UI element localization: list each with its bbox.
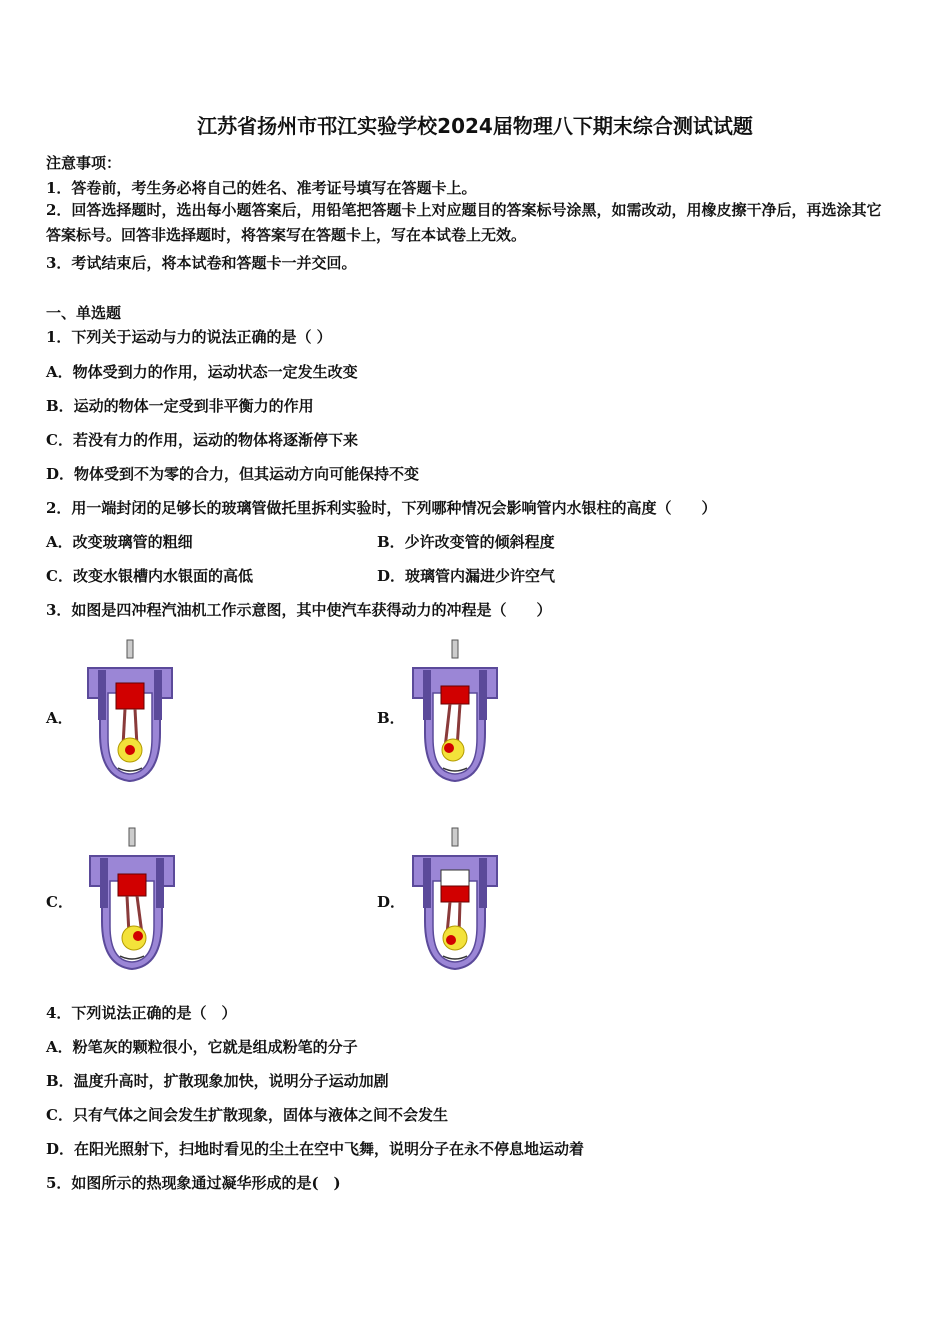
q1-option-d: D．物体受到不为零的合力，但其运动方向可能保持不变 [46, 465, 420, 483]
q1-stem: 1．下列关于运动与力的说法正确的是（ ） [46, 328, 332, 346]
q3-label-d: D． [377, 893, 406, 911]
q5-stem: 5．如图所示的热现象通过凝华形成的是( ) [46, 1174, 341, 1192]
q2-option-a: A．改变玻璃管的粗细 [46, 533, 193, 551]
engine-diagram-a-icon [80, 638, 180, 788]
q3-label-b: B． [377, 709, 405, 727]
q4-option-b: B．温度升高时，扩散现象加快，说明分子运动加剧 [46, 1072, 389, 1090]
q4-option-d: D．在阳光照射下，扫地时看见的尘土在空中飞舞，说明分子在永不停息地运动着 [46, 1140, 585, 1158]
q2-stem: 2．用一端封闭的足够长的玻璃管做托里拆利实验时，下列哪种情况会影响管内水银柱的高度（ ） [46, 499, 717, 517]
q1-option-a: A．物体受到力的作用，运动状态一定发生改变 [46, 363, 358, 381]
q1-option-b: B．运动的物体一定受到非平衡力的作用 [46, 397, 314, 415]
notice-item-2: 2．回答选择题时，选出每小题答案后，用铅笔把答题卡上对应题目的答案标号涂黑，如需改动，用橡皮擦干净后，再选涂其它答案标号。回答非选择题时，将答案写在答题卡上，写在本试卷上无效。 [46, 201, 882, 244]
notice-heading: 注意事项： [46, 154, 122, 172]
engine-diagram-b-icon [405, 638, 505, 788]
q4-option-c: C．只有气体之间会发生扩散现象，固体与液体之间不会发生 [46, 1106, 448, 1124]
q3-label-c: C． [46, 893, 73, 911]
q2-option-d: D．玻璃管内漏进少许空气 [377, 567, 556, 585]
engine-diagram-d-icon [405, 826, 505, 976]
q2-option-c: C．改变水银槽内水银面的高低 [46, 567, 253, 585]
exam-title: 江苏省扬州市邗江实验学校2024届物理八下期末综合测试试题 [197, 114, 753, 138]
q3-stem: 3．如图是四冲程汽油机工作示意图，其中使汽车获得动力的冲程是（ ） [46, 601, 552, 619]
notice-item-1: 1．答卷前，考生务必将自己的姓名、准考证号填写在答题卡上。 [46, 179, 477, 197]
q3-label-a: A． [46, 709, 73, 727]
engine-diagram-c-icon [82, 826, 182, 976]
q1-option-c: C．若没有力的作用，运动的物体将逐渐停下来 [46, 431, 358, 449]
section-heading: 一、单选题 [46, 304, 122, 322]
q4-stem: 4．下列说法正确的是（ ） [46, 1004, 237, 1022]
notice-item-3: 3．考试结束后，将本试卷和答题卡一并交回。 [46, 254, 357, 272]
q4-option-a: A．粉笔灰的颗粒很小，它就是组成粉笔的分子 [46, 1038, 358, 1056]
q2-option-b: B．少许改变管的倾斜程度 [377, 533, 555, 551]
